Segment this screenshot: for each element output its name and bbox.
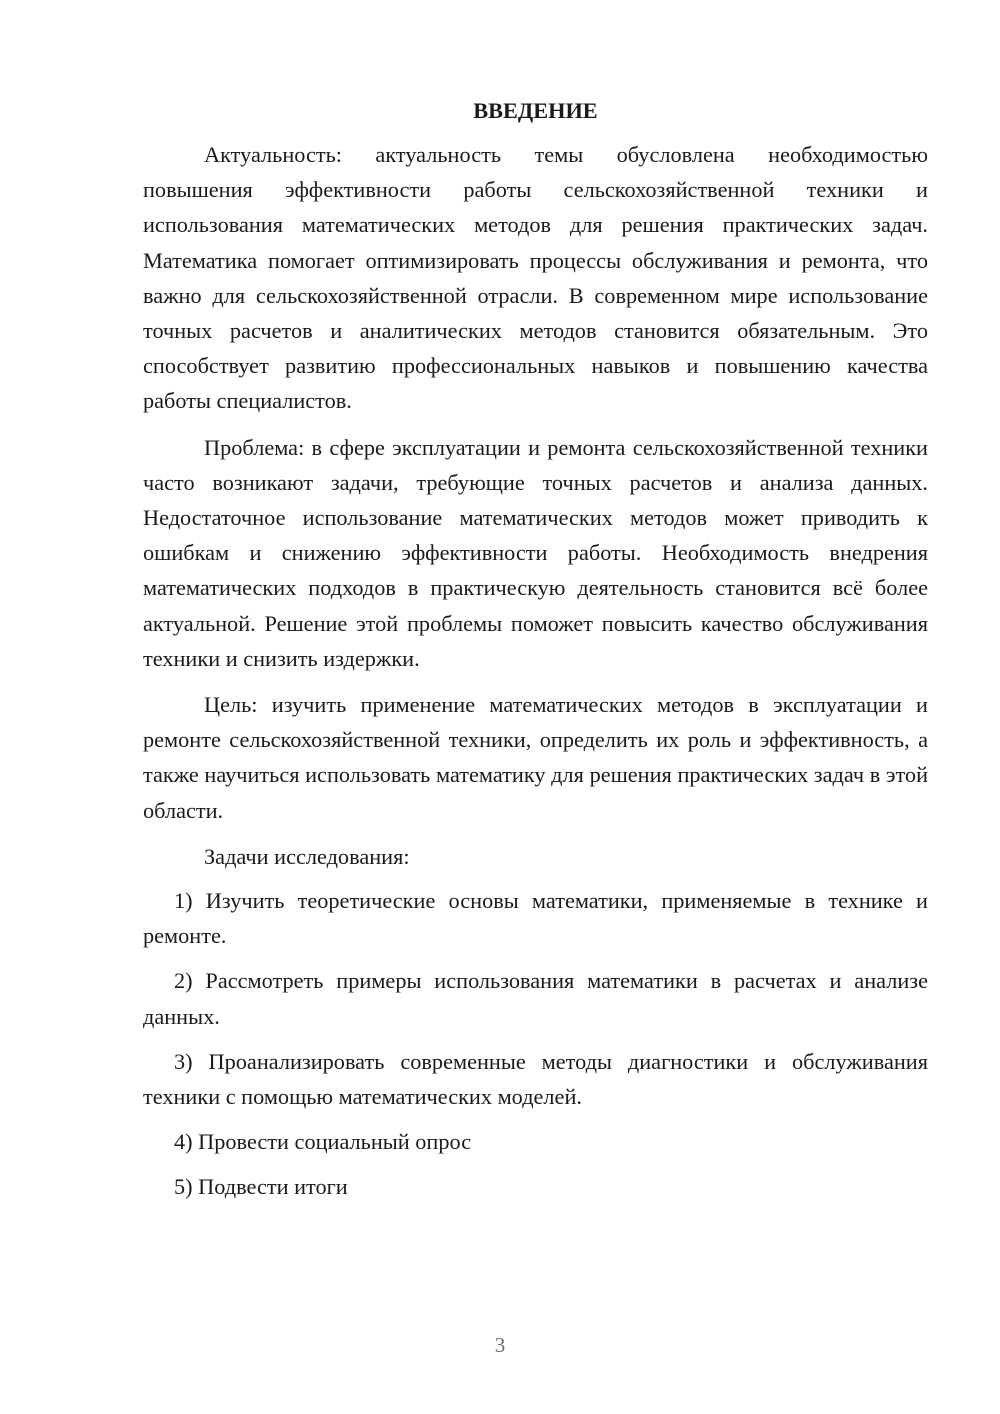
relevance-paragraph: Актуальность: актуальность темы обусловлена необходимостью повышения эффективности работы сельскохозяйственной техники и использования математических методов для решения практических задач. Математика помогает оптимизировать процессы обслуживания и ремонта, что важно для сельскохозяйственной отрасли. В современном мире использование точных расчетов и аналитических методов становится обязательным. Это способствует развитию профессиональных навыков и повышению качества работы специалистов. xyxy=(143,142,928,414)
section-title: ВВЕДЕНИЕ xyxy=(473,98,598,123)
task-item-1: 1) Изучить теоретические основы математики, применяемые в технике и ремонте. xyxy=(143,888,928,949)
page-number: 3 xyxy=(494,1333,506,1357)
task-item-4: 4) Провести социальный опрос xyxy=(174,1129,472,1155)
task-item-3: 3) Проанализировать современные методы диагностики и обслуживания техники с помощью математических моделей. xyxy=(143,1048,928,1110)
task-item-2: 2) Рассмотреть примеры использования математики в расчетах и анализе данных. xyxy=(143,968,928,1029)
task-item-5: 5) Подвести итоги xyxy=(174,1174,348,1200)
tasks-heading: Задачи исследования: xyxy=(204,843,410,869)
goal-paragraph: Цель: изучить применение математических методов в эксплуатации и ремонте сельскохозяйственной техники, определить их роль и эффективность, а также научиться использовать математику для решения практических задач в этой области. xyxy=(143,692,928,823)
problem-paragraph: Проблема: в сфере эксплуатации и ремонта сельскохозяйственной техники часто возникают задачи, требующие точных расчетов и анализа данных. Недостаточное использование математических методов может приводить к ошибкам и снижению эффективности работы. Необходимость внедрения математических подходов в практическую деятельность становится всё более актуальной. Решение этой проблемы поможет повысить качество обслуживания техники и снизить издержки. xyxy=(143,434,928,671)
page-content xyxy=(143,93,928,1215)
